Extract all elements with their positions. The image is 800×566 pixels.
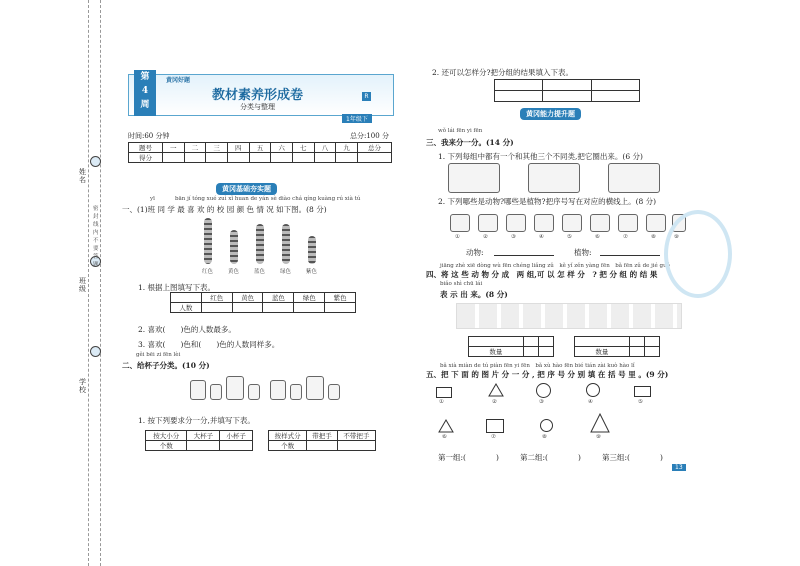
- binding-hole: [90, 156, 101, 167]
- triangle-icon: [488, 383, 504, 397]
- score-cell: 一: [162, 143, 184, 153]
- square-icon: [486, 419, 504, 433]
- square-icon: [436, 387, 452, 398]
- pinyin: bān jí tóng xué zuì xǐ huan de yán sè diào chá qíng kuàng rú xià tú: [175, 196, 361, 202]
- answer-cell[interactable]: [591, 91, 639, 102]
- row-label: 数量: [575, 347, 630, 357]
- binding-line-2: [100, 0, 101, 566]
- score-cell: 二: [184, 143, 206, 153]
- score-cell[interactable]: [271, 153, 293, 163]
- item-number: ⑨: [674, 234, 679, 240]
- question-2-2: 2. 还可以怎样分?把分组的结果填入下表。: [432, 68, 574, 77]
- score-cell[interactable]: [314, 153, 336, 163]
- pinyin-yi: yī: [150, 196, 155, 202]
- score-cell: 七: [292, 143, 314, 153]
- group-count-table-2: [574, 336, 660, 357]
- answer-cell[interactable]: [263, 303, 294, 313]
- triangle-icon: [438, 419, 454, 433]
- table-header: 大杯子: [187, 431, 220, 441]
- cup-icon: [306, 376, 324, 400]
- group-1-answer[interactable]: 第一组:( ): [438, 453, 499, 462]
- page-subtitle: 分类与整理: [240, 103, 275, 111]
- pinyin: gěi bēi zi fēn lèi: [136, 352, 181, 358]
- answer-cell[interactable]: [495, 91, 543, 102]
- row-label: 个数: [269, 441, 307, 451]
- answer-cell[interactable]: [523, 347, 538, 357]
- answer-cell[interactable]: [644, 347, 659, 357]
- picture-icon: [506, 214, 526, 232]
- score-cell: 三: [206, 143, 228, 153]
- item-number: ⑥: [442, 434, 447, 440]
- item-number: ②: [492, 399, 497, 405]
- circle-icon: [586, 383, 600, 397]
- answer-cell[interactable]: [538, 337, 553, 347]
- score-cell[interactable]: [206, 153, 228, 163]
- section-banner-advanced: 黄冈能力提升题: [520, 108, 581, 120]
- page-title: 教材素养形成卷: [212, 88, 304, 103]
- color-label: 红色: [202, 269, 214, 275]
- total-score: 总分:100 分: [350, 132, 389, 140]
- answer-cell[interactable]: [232, 303, 263, 313]
- item-number: ②: [483, 234, 488, 240]
- item-number: ⑥: [595, 234, 600, 240]
- cup-style-table: [268, 430, 376, 451]
- pinyin: bǎ xià miàn de tú piàn fēn yi fēn bǎ xù hào fēn bié tián zài kuò hào lǐ: [440, 363, 635, 369]
- circle-icon: [536, 383, 551, 398]
- week-badge: 第 4 周: [134, 70, 156, 116]
- answer-cell[interactable]: [591, 80, 639, 91]
- odd-one-out-group-1: [448, 163, 500, 193]
- score-cell[interactable]: [336, 153, 358, 163]
- answer-cell[interactable]: [187, 441, 220, 451]
- item-number: ⑨: [596, 434, 601, 440]
- edition-tag: R: [362, 92, 371, 101]
- item-number: ⑦: [623, 234, 628, 240]
- item-number: ①: [455, 234, 460, 240]
- item-number: ③: [511, 234, 516, 240]
- score-cell[interactable]: [162, 153, 184, 163]
- answer-cell[interactable]: [201, 303, 232, 313]
- question-4: 四、将 这 些 动 物 分 成 两 组,可 以 怎 样 分 ? 把 分 组 的 结 果: [426, 270, 658, 279]
- cup-icon: [226, 376, 244, 400]
- question-5: 五、把 下 面 的 图 片 分 一 分 , 把 序 号 分 别 填 在 括 号 里 。(9 分): [426, 370, 669, 379]
- cup-icon: [328, 384, 340, 400]
- score-cell: 六: [271, 143, 293, 153]
- row-label: 人数: [171, 303, 202, 313]
- question-3-1: 1. 下列每组中都有一个和其他三个不同类,把它圈出来。(6 分): [438, 152, 643, 161]
- cup-icon: [248, 384, 260, 400]
- cup-icon: [210, 384, 222, 400]
- table-header: [171, 293, 202, 303]
- grouping-table: [494, 79, 640, 102]
- question-1-1: 1. 根据上图填写下表。: [138, 283, 216, 292]
- item-number: ⑤: [638, 399, 643, 405]
- question-1: 一、(1)班 同 学 最 喜 欢 的 校 园 颜 色 情 况 如下图。(8 分): [122, 205, 327, 214]
- cup-icon: [270, 380, 286, 400]
- question-1-2: 2. 喜欢( )色的人数最多。: [138, 325, 236, 334]
- table-header: 带把手: [307, 431, 337, 441]
- question-1-3: 3. 喜欢( )色和( )色的人数同样多。: [138, 340, 280, 349]
- pinyin: biǎo shì chū lái: [440, 281, 483, 287]
- animal-label: 动物:: [466, 248, 484, 257]
- score-cell[interactable]: [292, 153, 314, 163]
- score-cell: 五: [249, 143, 271, 153]
- table-header: 紫色: [325, 293, 356, 303]
- answer-cell[interactable]: [294, 303, 325, 313]
- question-2: 二、给杯子分类。(10 分): [122, 361, 210, 370]
- answer-cell[interactable]: [575, 337, 630, 347]
- score-cell: 题号: [129, 143, 163, 153]
- odd-one-out-group-2: [528, 163, 580, 193]
- circle-icon: [540, 419, 553, 432]
- answer-cell[interactable]: [220, 441, 253, 451]
- square-icon: [634, 386, 651, 397]
- seal-watermark: [664, 210, 732, 298]
- answer-cell[interactable]: [629, 347, 644, 357]
- seal-notice: 密 封 线 内 不 要 答 题: [93, 206, 99, 268]
- answer-cell[interactable]: [337, 441, 375, 451]
- color-label: 绿色: [280, 269, 292, 275]
- picture-icon: [646, 214, 666, 232]
- item-number: ③: [539, 399, 544, 405]
- odd-one-out-group-3: [608, 163, 660, 193]
- picture-icon: [450, 214, 470, 232]
- table-header: 黄色: [232, 293, 263, 303]
- bead-stack-red: [204, 218, 212, 264]
- row-label: 个数: [146, 441, 187, 451]
- item-number: ①: [439, 399, 444, 405]
- animals-plants-row: [450, 210, 684, 244]
- picture-icon: [478, 214, 498, 232]
- item-number: ⑧: [542, 434, 547, 440]
- score-cell: 得分: [129, 153, 163, 163]
- answer-cell[interactable]: [523, 337, 538, 347]
- answer-cell[interactable]: [469, 337, 524, 347]
- score-cell[interactable]: [249, 153, 271, 163]
- table-header: 小杯子: [220, 431, 253, 441]
- score-cell[interactable]: [227, 153, 249, 163]
- item-number: ⑤: [567, 234, 572, 240]
- page-number: 13: [672, 464, 686, 471]
- question-3-2: 2. 下列哪些是动物?哪些是植物?把序号写在对应的横线上。(8 分): [438, 197, 657, 206]
- binding-hole: [90, 346, 101, 357]
- bead-stack-green: [282, 224, 290, 264]
- table-header: 按大小分: [146, 431, 187, 441]
- score-cell[interactable]: [184, 153, 206, 163]
- score-table: [128, 142, 392, 163]
- school-label: 学校: [79, 378, 86, 394]
- question-2-1: 1. 按下列要求分一分,并填写下表。: [138, 416, 255, 425]
- table-header: 红色: [201, 293, 232, 303]
- picture-icon: [562, 214, 582, 232]
- time-limit: 时间:60 分钟: [128, 132, 170, 140]
- picture-icon: [590, 214, 610, 232]
- cup-icon: [190, 380, 206, 400]
- grade-tag: 1年级下: [342, 114, 372, 123]
- score-cell: 总分: [357, 143, 391, 153]
- table-header: 按样式分: [269, 431, 307, 441]
- cup-size-table: [145, 430, 253, 451]
- score-cell: 九: [336, 143, 358, 153]
- table-header: 不带把手: [337, 431, 375, 441]
- answer-cell[interactable]: [495, 80, 543, 91]
- bead-stack-yellow: [230, 230, 238, 264]
- bead-stack-purple: [308, 236, 316, 264]
- table-header: 蓝色: [263, 293, 294, 303]
- score-cell[interactable]: [357, 153, 391, 163]
- table-header: 绿色: [294, 293, 325, 303]
- picture-icon: [618, 214, 638, 232]
- group-3-answer[interactable]: 第三组:( ): [602, 453, 663, 462]
- bead-chart: [198, 216, 328, 264]
- plant-answer-line[interactable]: [600, 255, 660, 256]
- cups-illustration: [190, 374, 340, 404]
- item-number: ⑧: [651, 234, 656, 240]
- picture-icon: [534, 214, 554, 232]
- group-2-answer[interactable]: 第二组:( ): [520, 453, 581, 462]
- answer-cell[interactable]: [644, 337, 659, 347]
- name-label: 姓名: [79, 168, 86, 184]
- score-cell: 八: [314, 143, 336, 153]
- color-label: 黄色: [228, 269, 240, 275]
- item-number: ④: [539, 234, 544, 240]
- color-count-table: [170, 292, 356, 313]
- binding-line: [88, 0, 89, 566]
- item-number: ⑦: [491, 434, 496, 440]
- question-3: 三、我来分一分。(14 分): [426, 138, 514, 147]
- animal-answer-line[interactable]: [494, 255, 554, 256]
- bead-stack-blue: [256, 224, 264, 264]
- shapes-grid: [436, 381, 686, 451]
- answer-cell[interactable]: [629, 337, 644, 347]
- answer-cell[interactable]: [543, 80, 591, 91]
- pinyin: jiāng zhè xiē dòng wù fēn chéng liǎng zǔ kě yǐ zěn yàng fēn bǎ fēn zǔ de jié guǒ: [440, 263, 670, 269]
- item-number: ④: [588, 399, 593, 405]
- plant-label: 植物:: [574, 248, 592, 257]
- score-cell: 四: [227, 143, 249, 153]
- color-label: 蓝色: [254, 269, 266, 275]
- cup-icon: [290, 384, 302, 400]
- triangle-icon: [590, 413, 610, 433]
- section-banner-basic: 黄冈基础夯实题: [216, 183, 277, 195]
- brand-logo: 黄冈好题: [166, 77, 191, 84]
- group-count-table-1: [468, 336, 554, 357]
- class-label: 班级: [79, 277, 86, 293]
- color-label: 紫色: [306, 269, 318, 275]
- answer-cell[interactable]: [307, 441, 337, 451]
- question-4-cont: 表 示 出 来。(8 分): [440, 290, 508, 299]
- answer-cell[interactable]: [538, 347, 553, 357]
- animals-illustration: [456, 303, 682, 329]
- answer-cell[interactable]: [325, 303, 356, 313]
- answer-cell[interactable]: [543, 91, 591, 102]
- row-label: 数量: [469, 347, 524, 357]
- pinyin: wǒ lái fēn yi fēn: [438, 128, 483, 134]
